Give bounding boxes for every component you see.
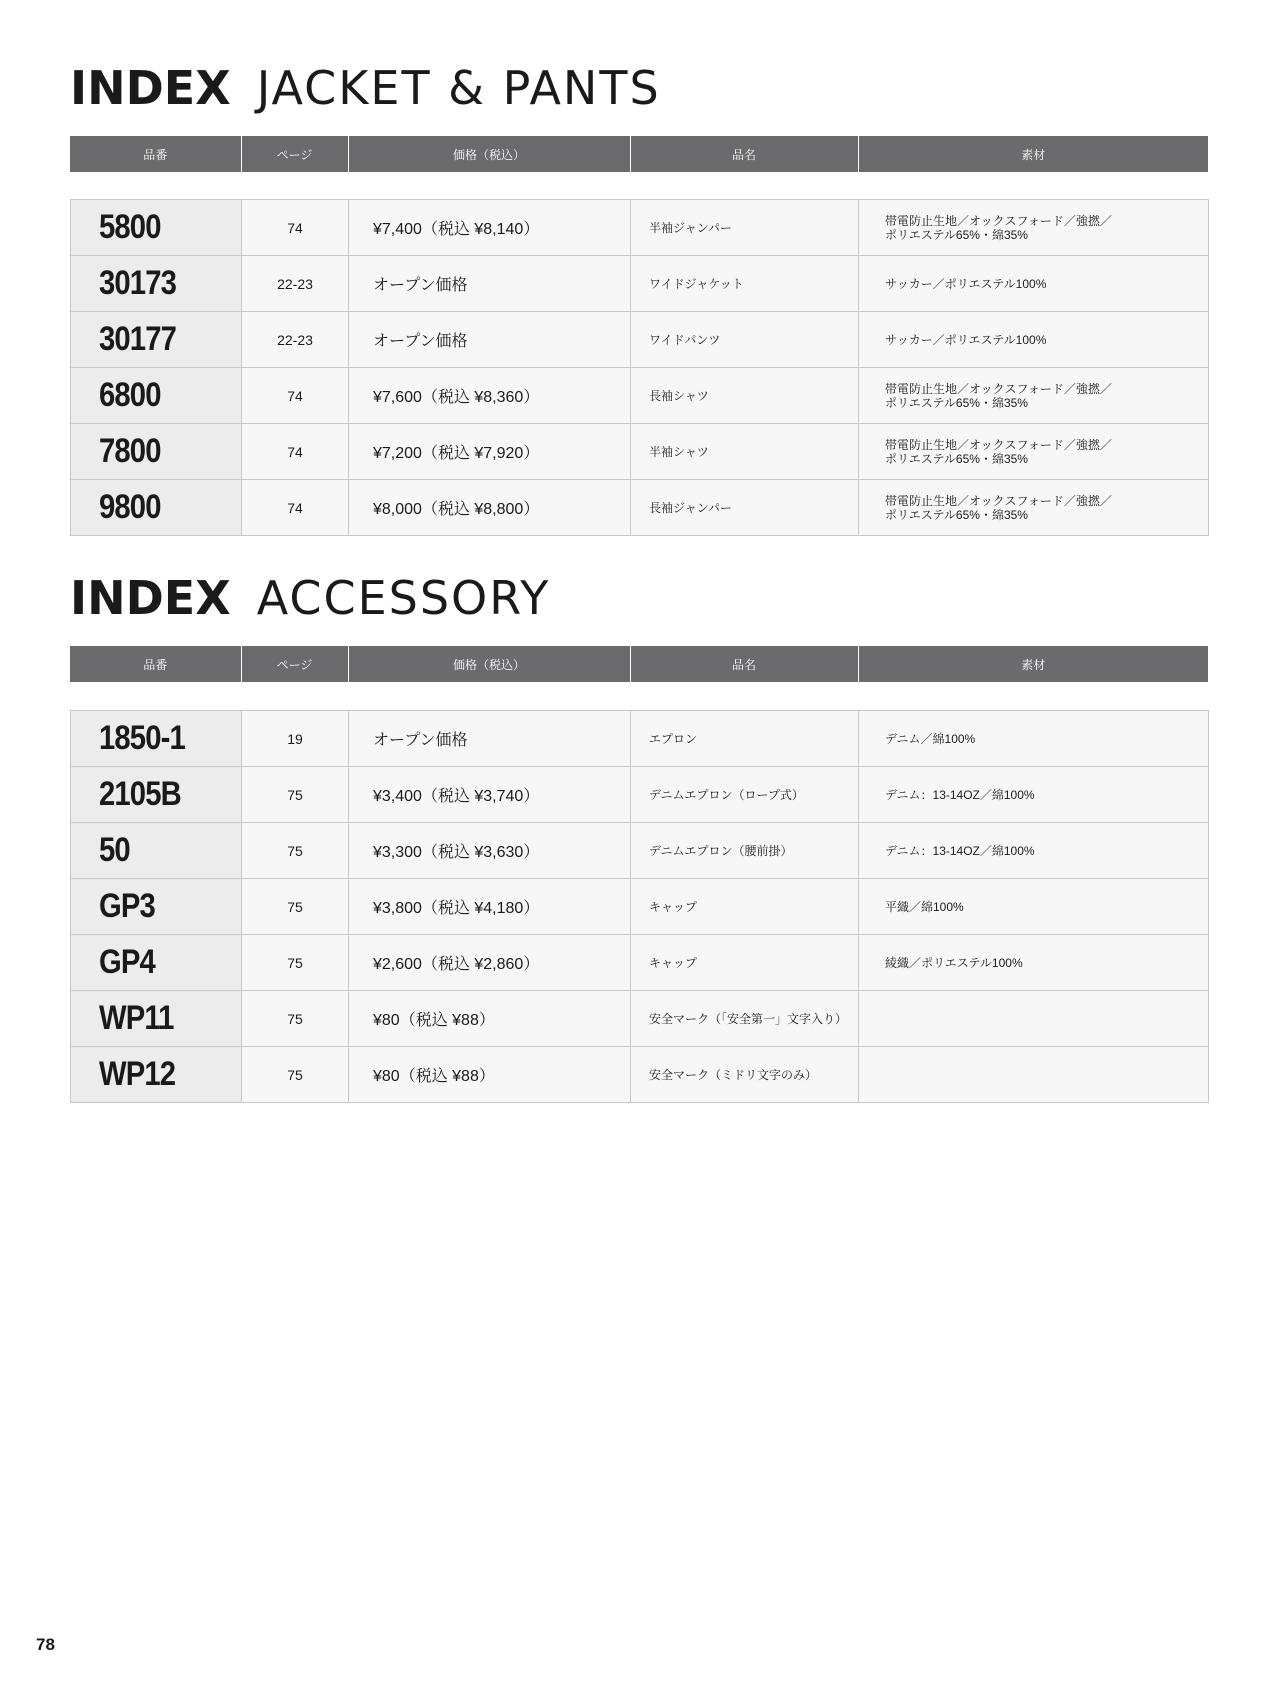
product-code-cell: [71, 1047, 242, 1103]
price: ¥7,600（税込 ¥8,360）: [373, 389, 540, 406]
product-name: 半袖ジャンパー: [649, 221, 732, 235]
material: 綾織／ポリエステル100%: [885, 955, 1023, 970]
price: ¥7,200（税込 ¥7,920）: [373, 445, 540, 462]
page-ref: 75: [287, 954, 303, 971]
price-cell: [349, 312, 631, 368]
price-cell: [349, 935, 631, 991]
table-row: [71, 879, 1209, 935]
product-name-cell: [631, 200, 859, 256]
product-name-cell: [631, 368, 859, 424]
material-cell: [859, 879, 1209, 935]
jacket-header-row: [70, 136, 1208, 172]
product-name: ワイドパンツ: [649, 333, 721, 347]
product-code: 30177: [99, 320, 177, 358]
table-row: [71, 368, 1209, 424]
accessory-table: [70, 710, 1209, 1103]
product-code-cell: [71, 935, 242, 991]
page-ref-cell: [242, 256, 349, 312]
product-name: デニムエプロン（ロープ式）: [649, 788, 804, 802]
product-name: 長袖シャツ: [649, 389, 709, 403]
jacket-pants-table: [70, 199, 1209, 536]
material-cell: [859, 200, 1209, 256]
material: サッカー／ポリエステル100%: [885, 332, 1047, 347]
material: サッカー／ポリエステル100%: [885, 276, 1047, 291]
product-name-cell: [631, 711, 859, 767]
product-code-cell: [71, 424, 242, 480]
page-ref: 74: [287, 499, 303, 516]
table-row: [71, 935, 1209, 991]
product-code: 50: [99, 831, 130, 869]
price: ¥3,400（税込 ¥3,740）: [373, 788, 540, 805]
material: デニム／綿100%: [885, 731, 976, 746]
table-row: [71, 312, 1209, 368]
product-name-cell: [631, 312, 859, 368]
title-index: INDEX: [70, 571, 231, 625]
table-row: [71, 200, 1209, 256]
price-cell: [349, 823, 631, 879]
price: ¥3,300（税込 ¥3,630）: [373, 844, 540, 861]
product-code: GP3: [99, 887, 155, 925]
product-code: 1850-1: [99, 719, 185, 757]
product-code-cell: [71, 767, 242, 823]
price-cell: [349, 256, 631, 312]
product-code-cell: [71, 200, 242, 256]
product-name-cell: [631, 823, 859, 879]
page-ref-cell: [242, 823, 349, 879]
title-index: INDEX: [70, 61, 231, 115]
product-name-cell: [631, 256, 859, 312]
table-row: [71, 711, 1209, 767]
page-ref: 74: [287, 219, 303, 236]
table-row: [71, 1047, 1209, 1103]
material-cell: [859, 767, 1209, 823]
page-ref-cell: [242, 935, 349, 991]
product-name: デニムエプロン（腰前掛）: [649, 844, 793, 858]
product-code: WP12: [99, 1055, 176, 1093]
price-cell: [349, 424, 631, 480]
table-row: [71, 480, 1209, 536]
material-cell: [859, 711, 1209, 767]
price: ¥3,800（税込 ¥4,180）: [373, 900, 540, 917]
material-cell: [859, 256, 1209, 312]
material: デニム：13-14OZ／綿100%: [885, 843, 1035, 858]
header-price: 価格（税込）: [348, 136, 630, 172]
product-name-cell: [631, 480, 859, 536]
page-ref: 75: [287, 842, 303, 859]
material: 帯電防止生地／オックスフォード／強撚／ ポリエステル65%・綿35%: [885, 213, 1112, 242]
product-name-cell: [631, 424, 859, 480]
page-ref-cell: [242, 424, 349, 480]
price-cell: [349, 1047, 631, 1103]
page-ref: 75: [287, 786, 303, 803]
page-ref-cell: [242, 200, 349, 256]
page-ref: 74: [287, 443, 303, 460]
price: ¥2,600（税込 ¥2,860）: [373, 956, 540, 973]
product-name: エプロン: [649, 732, 698, 746]
page-ref-cell: [242, 991, 349, 1047]
product-name-cell: [631, 991, 859, 1047]
price: オープン価格: [373, 277, 468, 294]
title-category: JACKET & PANTS: [256, 61, 661, 115]
product-code-cell: [71, 823, 242, 879]
page-ref-cell: [242, 1047, 349, 1103]
header-code: 品番: [70, 646, 241, 682]
product-name: 長袖ジャンパー: [649, 501, 732, 515]
material: デニム：13-14OZ／綿100%: [885, 787, 1035, 802]
material-cell: [859, 935, 1209, 991]
product-code-cell: [71, 991, 242, 1047]
price-cell: [349, 879, 631, 935]
product-code: 7800: [99, 432, 161, 470]
jacket-header-cells: [70, 136, 1208, 172]
product-name: 半袖シャツ: [649, 445, 709, 459]
product-code-cell: [71, 711, 242, 767]
price-cell: [349, 711, 631, 767]
product-code: 9800: [99, 488, 161, 526]
page-ref: 75: [287, 1010, 303, 1027]
material-cell: [859, 823, 1209, 879]
title-category: ACCESSORY: [256, 571, 551, 625]
page-ref: 75: [287, 1066, 303, 1083]
material-cell: [859, 480, 1209, 536]
price-cell: [349, 480, 631, 536]
header-price: 価格（税込）: [348, 646, 630, 682]
page-ref-cell: [242, 368, 349, 424]
price-cell: [349, 991, 631, 1047]
material: 帯電防止生地／オックスフォード／強撚／ ポリエステル65%・綿35%: [885, 437, 1112, 466]
header-name: 品名: [630, 646, 858, 682]
header-material: 素材: [858, 136, 1208, 172]
product-code-cell: [71, 312, 242, 368]
header-page: ページ: [241, 646, 348, 682]
product-code-cell: [71, 256, 242, 312]
product-name-cell: [631, 879, 859, 935]
product-name-cell: [631, 767, 859, 823]
page-ref: 19: [287, 730, 303, 747]
header-name: 品名: [630, 136, 858, 172]
material: 平織／綿100%: [885, 899, 964, 914]
material: 帯電防止生地／オックスフォード／強撚／ ポリエステル65%・綿35%: [885, 381, 1112, 410]
page-ref-cell: [242, 480, 349, 536]
page-ref: 22-23: [277, 331, 313, 348]
table-row: [71, 424, 1209, 480]
table-row: [71, 767, 1209, 823]
material-cell: [859, 1047, 1209, 1103]
product-code-cell: [71, 879, 242, 935]
page-ref: 75: [287, 898, 303, 915]
page-ref-cell: [242, 767, 349, 823]
product-code: 6800: [99, 376, 161, 414]
product-code: WP11: [99, 999, 174, 1037]
product-name: ワイドジャケット: [649, 277, 744, 291]
product-code: 5800: [99, 208, 161, 246]
product-name: 安全マーク（ミドリ文字のみ）: [649, 1068, 818, 1082]
section-title-jacket-pants: [70, 58, 661, 118]
price: ¥7,400（税込 ¥8,140）: [373, 221, 540, 238]
page-ref-cell: [242, 711, 349, 767]
price-cell: [349, 368, 631, 424]
table-row: [71, 823, 1209, 879]
product-name: 安全マーク（「安全第一」文字入り）: [649, 1012, 848, 1026]
price: ¥8,000（税込 ¥8,800）: [373, 501, 540, 518]
product-name: キャップ: [649, 900, 698, 914]
table-row: [71, 256, 1209, 312]
header-code: 品番: [70, 136, 241, 172]
material-cell: [859, 991, 1209, 1047]
page-ref-cell: [242, 312, 349, 368]
accessory-header-cells: [70, 646, 1208, 682]
material: 帯電防止生地／オックスフォード／強撚／ ポリエステル65%・綿35%: [885, 493, 1112, 522]
price-cell: [349, 200, 631, 256]
page-number: 78: [36, 1635, 55, 1654]
page-ref: 22-23: [277, 275, 313, 292]
product-name: キャップ: [649, 956, 698, 970]
price: オープン価格: [373, 333, 468, 350]
material-cell: [859, 368, 1209, 424]
page-ref-cell: [242, 879, 349, 935]
header-page: ページ: [241, 136, 348, 172]
section-title-accessory: [70, 568, 550, 628]
header-material: 素材: [858, 646, 1208, 682]
price: ¥80（税込 ¥88）: [373, 1012, 495, 1029]
material-cell: [859, 424, 1209, 480]
material-cell: [859, 312, 1209, 368]
product-code: 2105B: [99, 775, 181, 813]
table-row: [71, 991, 1209, 1047]
price: ¥80（税込 ¥88）: [373, 1068, 495, 1085]
product-code: 30173: [99, 264, 177, 302]
product-name-cell: [631, 1047, 859, 1103]
price-cell: [349, 767, 631, 823]
product-code: GP4: [99, 943, 155, 981]
product-name-cell: [631, 935, 859, 991]
page-ref: 74: [287, 387, 303, 404]
product-code-cell: [71, 368, 242, 424]
product-code-cell: [71, 480, 242, 536]
price: オープン価格: [373, 732, 468, 749]
accessory-header-row: [70, 646, 1208, 682]
